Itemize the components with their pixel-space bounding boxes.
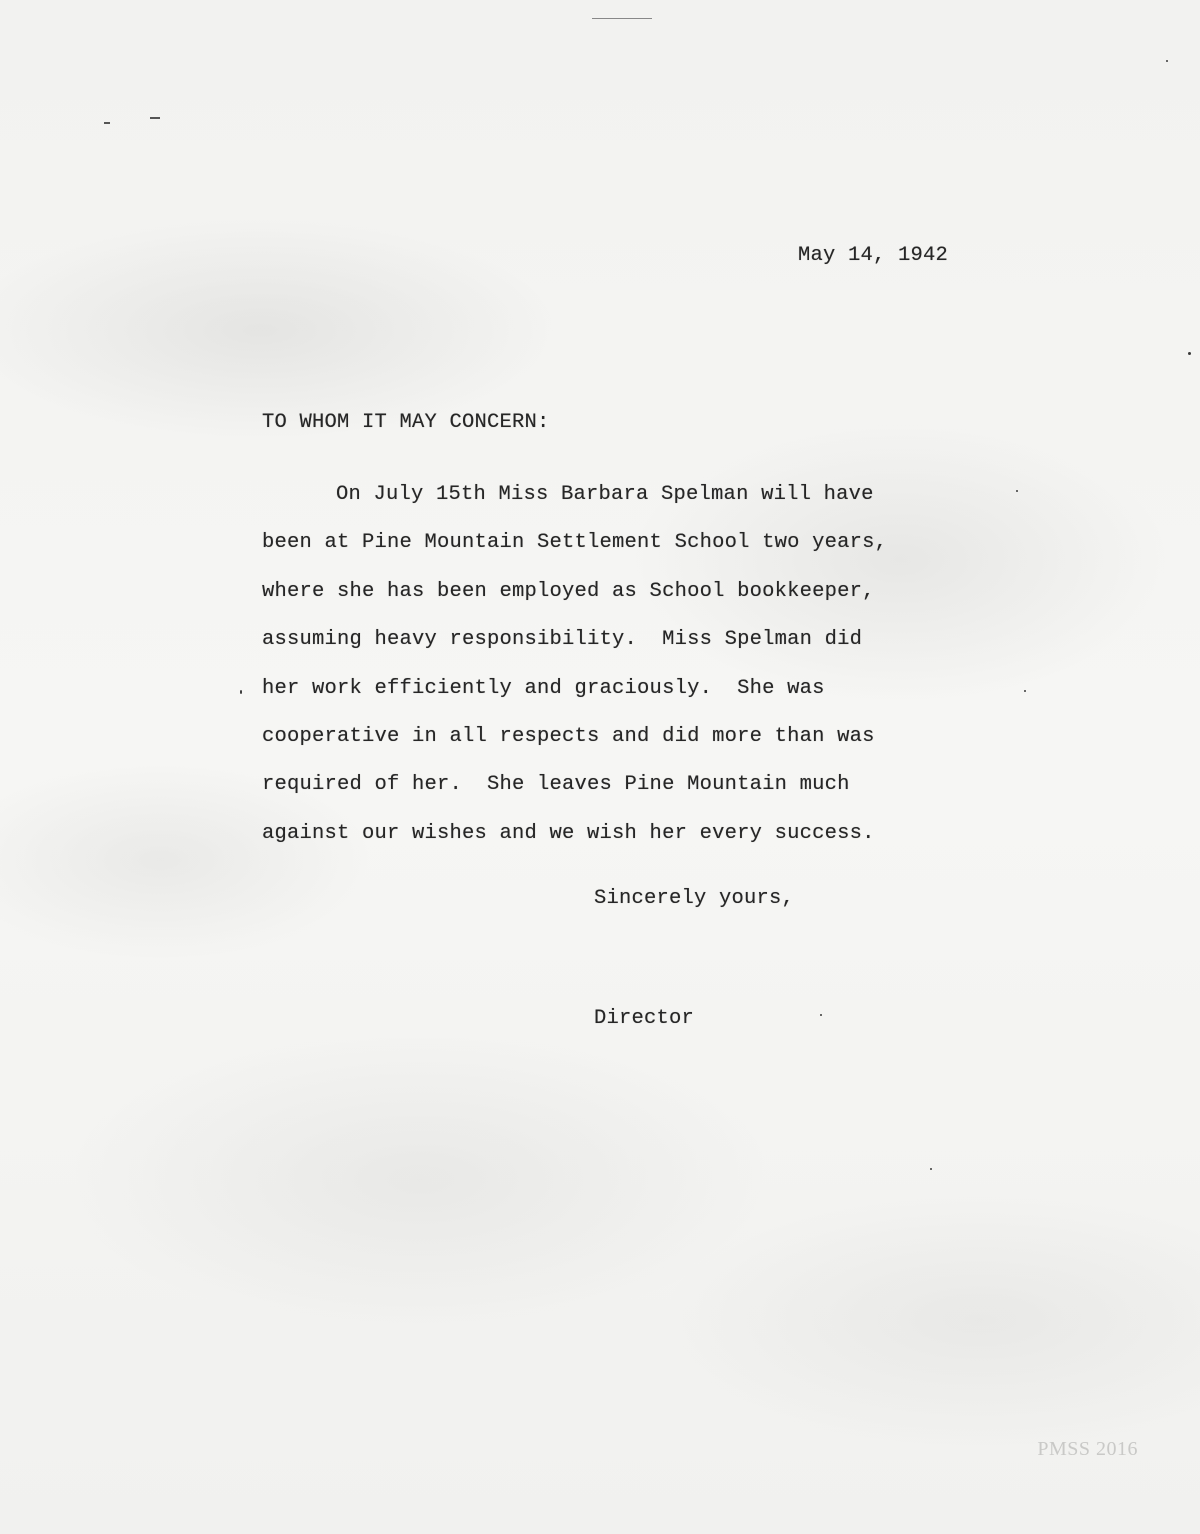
letter-date: May 14, 1942	[798, 244, 949, 267]
body-line: cooperative in all respects and did more than was	[262, 724, 875, 748]
letter-closing: Sincerely yours,	[594, 887, 795, 910]
letter-salutation: TO WHOM IT MAY CONCERN:	[262, 411, 550, 434]
paper-speck	[820, 1014, 822, 1016]
paper-speck	[240, 690, 242, 694]
paper-mark	[592, 18, 652, 19]
paper-mark	[150, 117, 160, 119]
letter-body	[262, 483, 887, 870]
letter-signature: Director	[594, 1007, 695, 1030]
body-line: against our wishes and we wish her every success.	[262, 821, 875, 845]
body-line: assuming heavy responsibility. Miss Spelman did	[262, 628, 863, 652]
paper-speck	[1188, 352, 1191, 355]
body-line: On July 15th Miss Barbara Spelman will have	[336, 483, 874, 506]
body-line: required of her. She leaves Pine Mountain much	[262, 773, 850, 797]
paper-speck	[1166, 60, 1168, 62]
paper-speck	[1024, 690, 1026, 692]
archive-watermark: PMSS 2016	[1037, 1438, 1138, 1460]
paper-speck	[930, 1168, 932, 1170]
paper-speck	[1016, 490, 1018, 492]
paper-mark	[104, 122, 110, 124]
body-line: her work efficiently and graciously. She was	[262, 676, 825, 700]
body-line: where she has been employed as School bookkeeper,	[262, 579, 875, 603]
body-line: been at Pine Mountain Settlement School two years,	[262, 531, 888, 555]
